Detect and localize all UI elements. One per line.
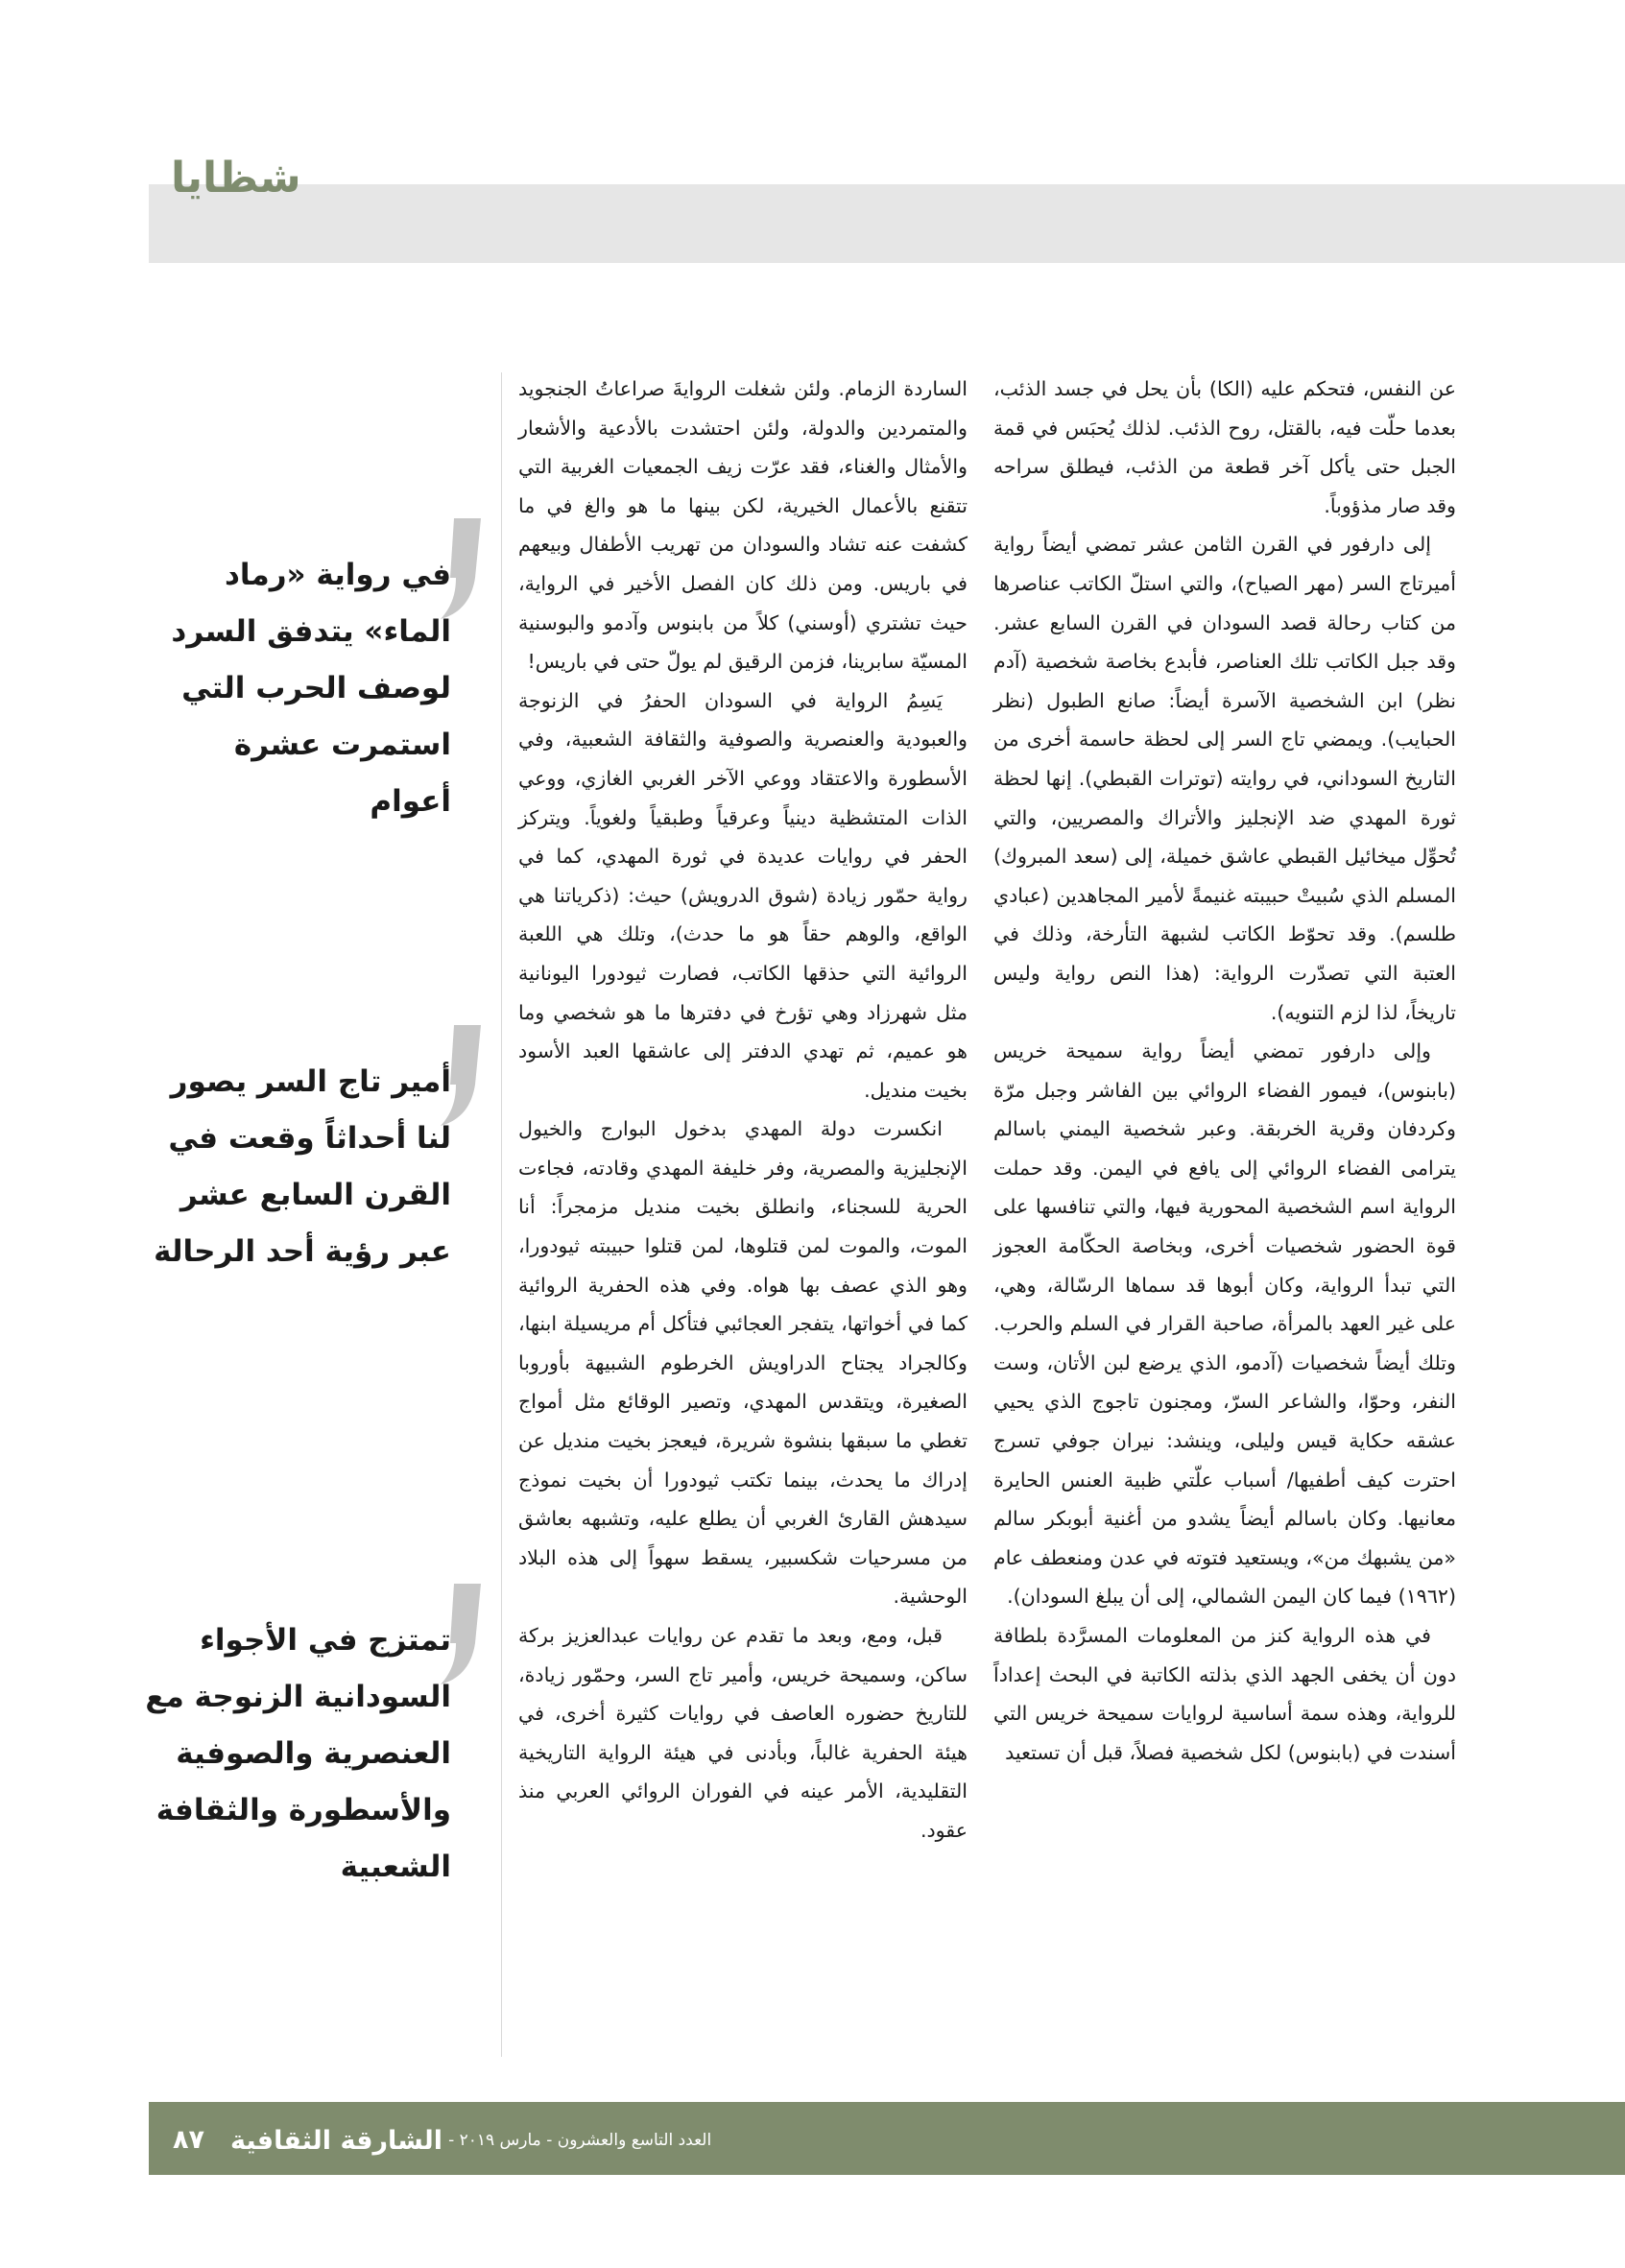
page-number: ٨٧ <box>173 2125 204 2155</box>
header-band <box>149 184 1625 263</box>
paragraph: عن النفس، فتحكم عليه (الكا) بأن يحل في جسد الذئب، بعدما حلّت فيه، بالقتل، روح الذئب. لذلك يُحبَس في قمة الجبل حتى يأكل آخر قطعة من الذئب، فيطلق سراحه وقد صار مذؤوباً. <box>993 377 1456 517</box>
article-column-left <box>518 370 968 1850</box>
pull-quote: أمير تاج السر يصور لنا أحداثاً وقعت في القرن السابع عشر عبر رؤية أحد الرحالة <box>154 1064 451 1269</box>
paragraph: انكسرت دولة المهدي بدخول البوارج والخيول الإنجليزية والمصرية، وفر خليفة المهدي وقادته، فجاءت الحرية للسجناء، وانطلق بخيت منديل مزمجراً: أنا الموت، والموت لمن قتلوها، لمن قتلوا حبيبته ثيودورا، وهو الذي عصف بها هواه. وفي هذه الحفرية الروائية كما في أخواتها، يتفجر العجائبي فتأكل أم مريسيلة ابنها، وكالجراد يجتاح الدراويش الخرطوم الشبيهة بأوروبا الصغيرة، ويتقدس المهدي، وتصير الوقائع مثل أمواج تغطي ما سبقها بنشوة شريرة، فيعجز بخيت منديل عن إدراك ما يحدث، بينما تكتب ثيودورا أن بخيت نموذج سيدهش القارئ الغربي أن يطلع عليه، وتشبهه بعاشق من مسرحيات شكسبير، يسقط سهواً إلى هذه البلاد الوحشية. <box>518 1117 968 1609</box>
paragraph: في هذه الرواية كنز من المعلومات المسرَّدة بلطافة دون أن يخفى الجهد الذي بذلته الكاتبة في البحث إعداداً للرواية، وهذه سمة أساسية لروايات سميحة خريس التي أسندت في (بابنوس) لكل شخصية فصلاً، قبل أن تستعيد <box>993 1624 1456 1764</box>
section-title: شظايا <box>171 154 301 203</box>
article-column-right <box>993 370 1456 1772</box>
paragraph: يَسِمُ الرواية في السودان الحفرُ في الزنوجة والعبودية والعنصرية والصوفية والثقافة الشعبية، وفي الأسطورة والاعتقاد ووعي الآخر الغربي الغازي، ووعي الذات المتشظية دينياً وعرقياً وطبقياً ولغوياً. ويتركز الحفر في روايات عديدة في ثورة المهدي، كما في رواية حمّور زيادة (شوق الدرويش) حيث: (ذكرياتنا هي الواقع، والوهم حقاً هو ما حدث)، وتلك هي اللعبة الروائية التي حذقها الكاتب، فصارت ثيودورا اليونانية مثل شهرزاد وهي تؤرخ في دفترها ما هو شخصي وما هو عميم، ثم تهدي الدفتر إلى عاشقها العبد الأسود بخيت منديل. <box>518 688 968 1102</box>
pull-quote: في رواية «رماد الماء» يتدفق السرد لوصف الحرب التي استمرت عشرة أعوام <box>171 558 451 819</box>
footer-info <box>230 2121 711 2160</box>
issue-info: العدد التاسع والعشرون - مارس ٢٠١٩ - <box>448 2131 712 2150</box>
paragraph: الساردة الزمام. ولئن شغلت الروايةَ صراعاتُ الجنجويد والمتمردين والدولة، ولئن احتشدت بالأدعية والأشعار والأمثال والغناء، فقد عرّت زيف الجمعيات الغربية التي تتقنع بالأعمال الخيرية، لكن بينها ما هو والغ في ما كشفت عنه تشاد والسودان من تهريب الأطفال وبيعهم في باريس. ومن ذلك كان الفصل الأخير في الرواية، حيث تشتري (أوسني) كلاً من بابنوس وآدمو والبوسنية المسيّة سابرينا، فزمن الرقيق لم يولّ حتى في باريس! <box>518 377 968 674</box>
pull-quote: تمتزج في الأجواء السودانية الزنوجة مع العنصرية والصوفية والأسطورة والثقافة الشعبية <box>145 1623 451 1884</box>
column-divider <box>501 372 502 2057</box>
paragraph: وإلى دارفور تمضي أيضاً رواية سميحة خريس (بابنوس)، فيمور الفضاء الروائي بين الفاشر وجبل مرّة وكردفان وقرية الخربقة. وعبر شخصية اليمني باسالم يترامى الفضاء الروائي إلى يافع في اليمن. وقد حملت الرواية اسم الشخصية المحورية فيها، والتي تنافسها على قوة الحضور شخصيات أخرى، وبخاصة الحكّامة العجوز التي تبدأ الرواية، وكان أبوها قد سماها الرسّالة، وهي، على غير العهد بالمرأة، صاحبة القرار في السلم والحرب. وتلك أيضاً شخصيات (آدمو، الذي يرضع لبن الأتان، وست النفر، وحوّا، والشاعر السرّ، ومجنون تاجوج الذي يحيي عشقه حكاية قيس وليلى، وينشد: نيران جوفي تسرج احترت كيف أطفيها/ أسباب علّتي ظبية العنس الحايرة معانيها. وكان باسالم أيضاً يشدو من أغنية أبوبكر سالم «من يشبهك من»، ويستعيد فتوته في عدن ومنعطف عام (١٩٦٢) فيما كان اليمن الشمالي، إلى أن يبلغ السودان). <box>993 1039 1456 1609</box>
paragraph: إلى دارفور في القرن الثامن عشر تمضي أيضاً رواية أميرتاج السر (مهر الصياح)، والتي استلّ الكاتب عناصرها من كتاب رحالة قصد السودان في القرن السابع عشر. وقد جبل الكاتب تلك العناصر، فأبدع بخاصة شخصية (آدم نظر) ابن الشخصية الآسرة أيضاً: صانع الطبول (نظر الحبايب). ويمضي تاج السر إلى لحظة حاسمة أخرى من التاريخ السوداني، في روايته (توترات القبطي). إنها لحظة ثورة المهدي ضد الإنجليز والأتراك والمصريين، والتي تُحوِّل ميخائيل القبطي عاشق خميلة، إلى (سعد المبروك) المسلم الذي سُبيتْ حبيبته غنيمةً لأمير المجاهدين (عبادي طلسم). وقد تحوّط الكاتب لشبهة التأرخة، وذلك في العتبة التي تصدّرت الرواية: (هذا النص رواية وليس تاريخاً، لذا لزم التنويه). <box>993 533 1456 1024</box>
paragraph: قبل، ومع، وبعد ما تقدم عن روايات عبدالعزيز بركة ساكن، وسميحة خريس، وأمير تاج السر، وحمّور زيادة، للتاريخ حضوره العاصف في روايات كثيرة أخرى، في هيئة الحفرية غالباً، وبأدنى في هيئة الرواية التاريخية التقليدية، الأمر عينه في الفوران الروائي العربي منذ عقود. <box>518 1624 968 1842</box>
magazine-name: الشارقة الثقافية <box>230 2125 443 2156</box>
